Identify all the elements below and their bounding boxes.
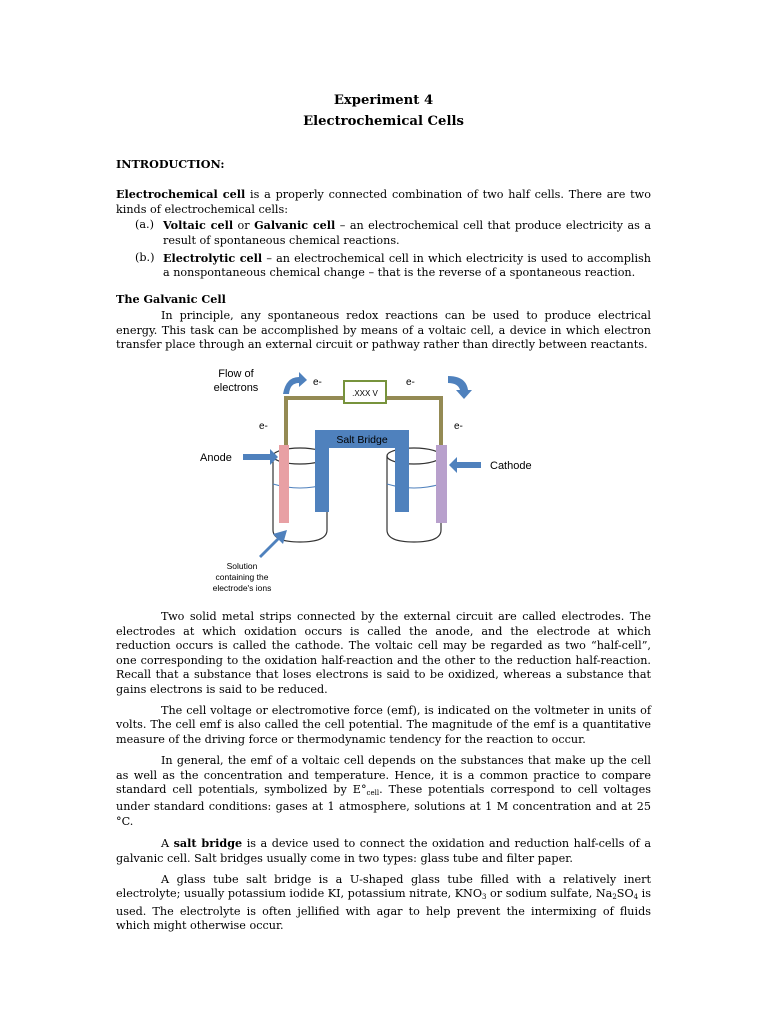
galvanic-heading: The Galvanic Cell	[116, 291, 226, 306]
list-marker-b: (b.)	[135, 251, 155, 265]
para5-sub-3: 4	[633, 893, 639, 902]
title-line-2: Electrochemical Cells	[303, 114, 464, 129]
list-item-b	[116, 251, 651, 281]
title-block	[116, 90, 651, 132]
flow-arrow-left-icon	[283, 372, 307, 394]
diagram-svg	[196, 360, 532, 594]
para5-sub-1: 3	[482, 893, 487, 902]
electron-label-top-left: e-	[313, 377, 322, 389]
paragraph-salt-bridge	[116, 836, 651, 866]
list-item-a	[116, 218, 651, 248]
electron-label-left: e-	[259, 421, 268, 433]
electron-label-top-right: e-	[406, 377, 415, 389]
anode-strip	[279, 445, 289, 523]
voltmeter-readout: .XXX V	[352, 389, 378, 399]
list-term-electrolytic: Electrolytic cell	[163, 251, 263, 266]
solution-label-line2: containing the	[215, 572, 269, 583]
para4-pre: A	[161, 837, 174, 851]
flow-arrow-right-icon	[448, 376, 472, 399]
cathode-strip	[436, 445, 447, 523]
intro-heading: INTRODUCTION:	[116, 157, 225, 171]
list-mid-text: or	[233, 219, 255, 233]
electron-label-right: e-	[454, 421, 463, 433]
paragraph-emf: The cell voltage or electromotive force (emf), is indicated on the voltmeter in units of volts. The cell emf is also called the cell potential. The magnitude of the emf is a quantitative measure of the driving force or thermodynamic tendency for the reaction to occur.	[116, 703, 651, 746]
solution-label-line3: electrode's ions	[212, 583, 272, 594]
intro-term: Electrochemical cell	[116, 187, 246, 202]
paragraph-glass-tube	[116, 873, 651, 934]
salt-bridge-term: salt bridge	[173, 836, 243, 851]
para3-text-1: In general, the emf of a voltaic cell depends on the substances that make up the cell as well as the concentration and temperature. Hence, it is a common practice to compare standard cell potentials, symbolized by E°	[116, 754, 651, 796]
document-page	[116, 90, 651, 941]
para5-sub-2: 2	[612, 893, 617, 902]
para5-text-3: SO	[616, 887, 634, 901]
list-term-voltaic: Voltaic cell	[163, 218, 234, 233]
list-text-b: – an electrochemical cell in which electricity is used to accomplish a nonspontaneous chemical change – that is the reverse of a spontaneous reaction.	[163, 252, 651, 280]
anode-label: Anode	[200, 452, 232, 465]
cathode-label: Cathode	[490, 460, 532, 473]
para5-text-1: A glass tube salt bridge is a U-shaped glass tube filled with a relatively inert electrolyte; usually potassium iodide KI, potassium nitrate, KNO	[116, 872, 651, 901]
galvanic-cell-diagram	[116, 360, 651, 594]
para5-text-4: is used. The electrolyte is often jellified with agar to help prevent the intermixing of fluids which might otherwise occur.	[116, 887, 651, 933]
title-line-1: Experiment 4	[333, 93, 434, 108]
intro-text: is a properly connected combination of two half cells. There are two kinds of electrochemical cells:	[116, 188, 651, 216]
para3-text-2: . These potentials correspond to cell voltages under standard conditions: gases at 1 atmosphere, solutions at 1 M concentration and at 25 °C.	[116, 782, 651, 828]
solution-arrow-icon	[259, 530, 287, 558]
intro-paragraph	[116, 187, 651, 217]
para3-subscript: cell	[366, 788, 380, 797]
list-text-a: – an electrochemical cell that produce electricity as a result of spontaneous chemical reactions.	[163, 219, 651, 247]
galvanic-paragraph: In principle, any spontaneous redox reactions can be used to produce electrical energy. This task can be accomplished by means of a voltaic cell, a device in which electron transfer place through an external circuit or pathway rather than directly between reactants.	[116, 309, 651, 352]
salt-bridge-right-leg	[395, 448, 409, 512]
paragraph-electrodes: Two solid metal strips connected by the external circuit are called electrodes. The electrodes at which oxidation occurs is called the anode, and the electrode at which reduction occurs is called the cathode. The voltaic cell may be regarded as two “half-cell”, one corresponding to the oxidation half-reaction and the other to the reduction half-reaction. Recall that a substance that loses electrons is said to be oxidized, whereas a substance that gains electrons is said to be reduced.	[116, 610, 651, 696]
solution-label-line1: Solution	[226, 561, 258, 572]
flow-label-line2: electrons	[213, 382, 259, 395]
cathode-arrow-icon	[449, 457, 481, 473]
paragraph-standard-potentials	[116, 754, 651, 829]
salt-bridge-label: Salt Bridge	[336, 434, 388, 447]
flow-label-line1: Flow of	[218, 368, 254, 381]
salt-bridge-left-leg	[315, 448, 329, 512]
list-marker-a: (a.)	[135, 218, 154, 232]
para4-text: is a device used to connect the oxidation and reduction half-cells of a galvanic cell. Salt bridges usually come in two types: glass tube and filter paper.	[116, 837, 651, 865]
list-term-galvanic: Galvanic cell	[254, 218, 336, 233]
para5-text-2: or sodium sulfate, Na	[486, 887, 613, 901]
